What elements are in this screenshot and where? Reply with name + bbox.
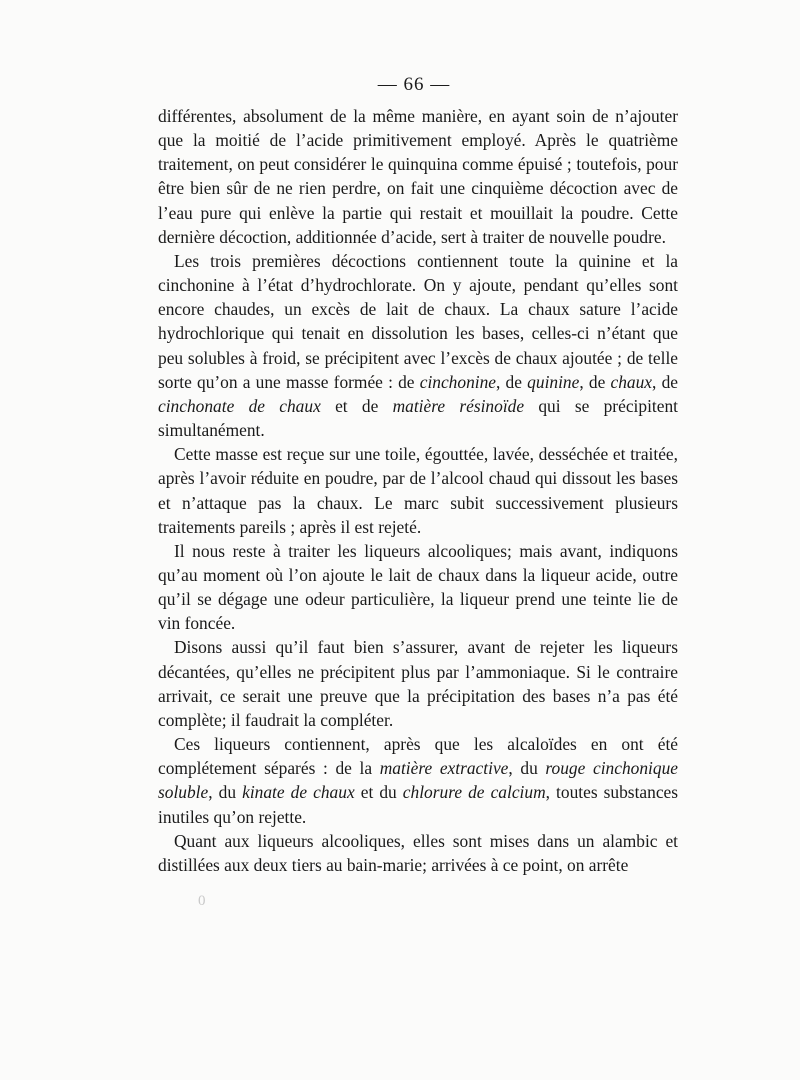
paragraph-6	[158, 732, 678, 829]
italic-term: chlorure de calcium	[402, 782, 546, 803]
italic-term: kinate de chaux	[242, 782, 355, 803]
text-run: , du	[508, 758, 546, 779]
text-run: Disons aussi qu’il faut bien s’assurer, avant de rejeter les liqueurs décantées, qu’elles ne précipitent plus par l’ammoniaque. Si le contraire arrivait, ce serait une preuve que la précipitation des bases n’a pas été complète; il faudrait la compléter.	[158, 637, 678, 730]
text-run: Quant aux liqueurs alcooliques, elles sont mises dans un alambic et distillées aux deux tiers au bain-marie; arrivées à ce point, on arrête	[158, 830, 678, 875]
text-run: , de	[496, 371, 528, 392]
text-run: qui se précipitent simultanément.	[158, 395, 678, 441]
paragraph-1	[158, 104, 678, 249]
paragraph-5	[158, 635, 678, 732]
text-run: , de	[579, 371, 611, 392]
text-run: et de	[320, 395, 393, 416]
italic-term: matière extractive	[379, 758, 509, 779]
text-run: , de	[652, 371, 678, 392]
paragraph-3	[158, 442, 678, 539]
italic-term: matière résinoïde	[392, 395, 525, 416]
paragraph-4	[158, 539, 678, 636]
bleed-through-mark: 0	[198, 893, 206, 909]
italic-term: cinchonate de chaux	[158, 395, 321, 416]
text-run: Les trois premières décoctions contiennent toute la quinine et la cinchonine à l’état d’hydrochlorate. On y ajoute, pendant qu’elles sont encore chaudes, un excès de lait de chaux. La chaux sature l’acide hydrochlorique qui tenait en dissolution les bases, celles-ci n’étant que peu solubles à froid, se précipitent avec l’excès de chaux ajoutée ; de telle sorte qu’on a une masse formée : de	[158, 250, 678, 392]
italic-term: quinine	[527, 371, 580, 392]
text-run: Ces liqueurs contiennent, après que les alcaloïdes en ont été complétement séparés : de la	[158, 734, 678, 779]
italic-term: rouge cinchonique soluble	[158, 758, 678, 803]
italic-term: chaux	[610, 371, 653, 392]
paragraph-7	[158, 829, 678, 877]
paragraph-2	[158, 249, 678, 442]
text-run: différentes, absolument de la même manière, en ayant soin de n’ajouter que la moitié de l’acide primitivement employé. Après le quatrième traitement, on peut considérer le quinquina comme épuisé ; toutefois, pour être bien sûr de ne rien perdre, on fait une cinquième décoction avec de l’eau pure qui enlève la partie qui restait et mouillait la poudre. Cette dernière décoction, additionnée d’acide, sert à traiter de nouvelle poudre.	[158, 106, 678, 247]
page-number: — 66 —	[377, 74, 451, 95]
body-text	[158, 104, 678, 877]
text-run: Cette masse est reçue sur une toile, égouttée, lavée, desséchée et traitée, après l’avoir réduite en poudre, par de l’alcool chaud qui dissout les bases et n’attaque pas la chaux. Le marc subit successivement plusieurs traitements pareils ; après il est rejeté.	[158, 444, 678, 537]
text-run: , toutes substances inutiles qu’on rejette.	[158, 782, 679, 827]
text-run: Il nous reste à traiter les liqueurs alcooliques; mais avant, indiquons qu’au moment où l’on ajoute le lait de chaux dans la liqueur acide, outre qu’il se dégage une odeur particulière, la liqueur prend une teinte lie de vin foncée.	[158, 540, 678, 634]
italic-term: cinchonine	[419, 371, 497, 392]
text-run: , du	[208, 782, 243, 803]
text-run: et du	[354, 782, 403, 803]
